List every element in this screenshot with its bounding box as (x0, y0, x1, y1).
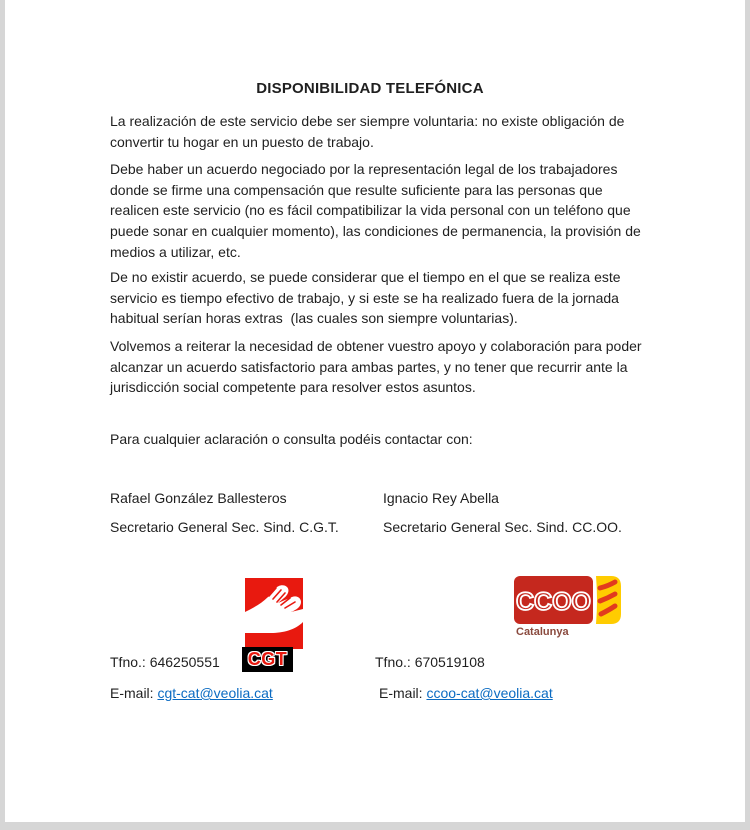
paragraph (110, 111, 670, 152)
phone-left (110, 654, 220, 670)
cgt-fist-icon (245, 578, 303, 649)
email-link-ccoo[interactable]: ccoo-cat@veolia.cat (426, 685, 553, 701)
document-page (5, 0, 745, 822)
ccoo-region-label: Catalunya (516, 626, 569, 638)
ccoo-logo-graphic (514, 576, 621, 624)
phone-label-right: Tfno.: (375, 654, 411, 670)
phone-label-left: Tfno.: (110, 654, 146, 670)
paragraph-line: La realización de este servicio debe ser siempre voluntaria: no existe obligación de (110, 113, 625, 129)
paragraph (110, 159, 670, 263)
email-right (379, 685, 553, 701)
contact-role-left: Secretario General Sec. Sind. C.G.T. (110, 519, 339, 535)
paragraph-line: donde se firme una compensación que resulte suficiente para las personas que (110, 181, 603, 198)
contact-name-left: Rafael González Ballesteros (110, 490, 287, 506)
paragraph (110, 336, 670, 398)
email-label-right: E-mail: (379, 685, 423, 701)
paragraph-line: Volvemos a reiterar la necesidad de obtener vuestro apoyo y colaboración para poder (110, 338, 642, 354)
cgt-logo (242, 578, 303, 672)
contact-name-right: Ignacio Rey Abella (383, 490, 499, 506)
paragraph-line: puede sonar en cualquier momento), las condiciones de permanencia, la provisión de (110, 223, 641, 240)
contact-intro: Para cualquier aclaración o consulta podéis contactar con: (110, 431, 473, 447)
phone-number-right: 670519108 (414, 654, 485, 670)
email-link-cgt[interactable]: cgt-cat@veolia.cat (157, 685, 273, 701)
paragraph-line: habitual serían horas extras (las cuales son siempre voluntarias). (110, 310, 518, 327)
document-title: DISPONIBILIDAD TELEFÓNICA (256, 80, 484, 97)
paragraph-line: Debe haber un acuerdo negociado por la representación legal de los trabajadores (110, 161, 618, 177)
cgt-wordmark: CGT (242, 647, 293, 672)
paragraph-line: servicio es tiempo efectivo de trabajo, y si este se ha realizado fuera de la jornada (110, 289, 619, 306)
paragraph-line: medios a utilizar, etc. (110, 243, 241, 260)
email-label-left: E-mail: (110, 685, 154, 701)
email-left (110, 685, 273, 701)
paragraph-line: alcanzar un acuerdo satisfactorio para ambas partes, y no tener que recurrir ante la (110, 358, 628, 375)
paragraph-line: De no existir acuerdo, se puede considerar que el tiempo en el que se realiza este (110, 269, 621, 285)
paragraph (110, 267, 670, 329)
phone-right (375, 654, 485, 670)
phone-number-left: 646250551 (149, 654, 220, 670)
paragraph-line: realicen este servicio (no es fácil compatibilizar la vida personal con un teléfono que (110, 202, 631, 219)
paragraph-line: convertir tu hogar en un puesto de trabajo. (110, 133, 374, 150)
contact-role-right: Secretario General Sec. Sind. CC.OO. (383, 519, 622, 535)
svg-text:CCOO: CCOO (516, 588, 591, 616)
ccoo-logo (514, 576, 621, 638)
paragraph-line: jurisdicción social competente para resolver estos asuntos. (110, 379, 476, 396)
